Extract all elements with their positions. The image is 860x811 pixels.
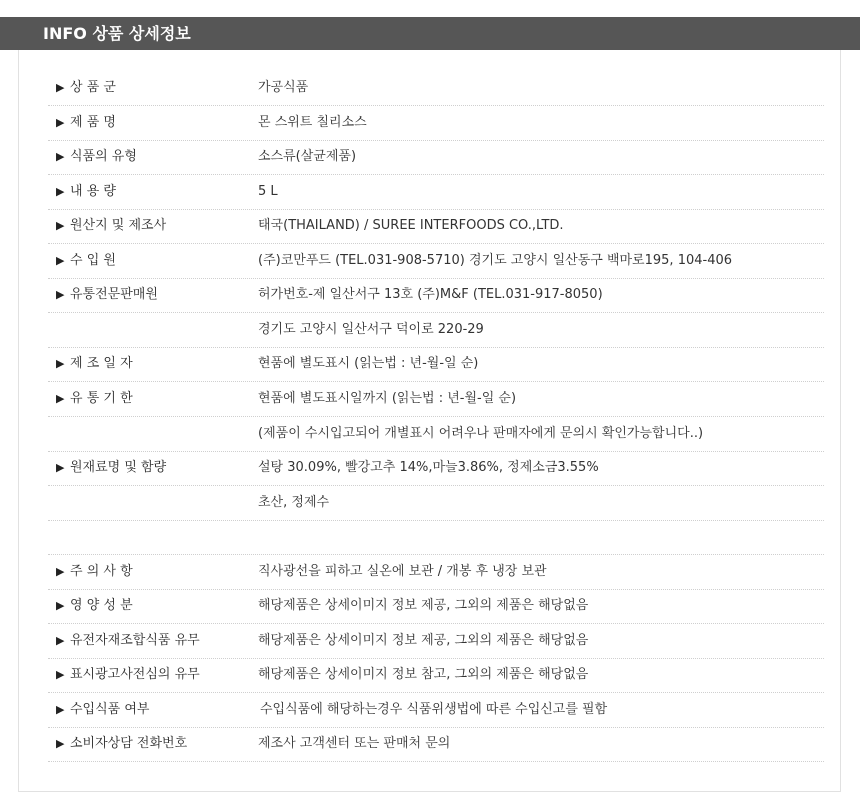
info-row-value: 직사광선을 피하고 실온에 보관 / 개봉 후 냉장 보관 (258, 564, 547, 579)
info-row (48, 382, 824, 416)
info-row (48, 209, 824, 243)
info-row-label (56, 140, 137, 174)
info-row-value: 해당제품은 상세이미지 정보 제공, 그외의 제품은 해당없음 (258, 633, 589, 648)
info-row-label-text: 식품의 유형 (70, 149, 137, 164)
info-row-label (56, 106, 116, 140)
info-row-label-text: 유통전문판매원 (70, 287, 158, 302)
info-row (48, 313, 824, 347)
info-row-label-text: 제 조 일 자 (70, 356, 133, 371)
info-row-value: 가공식품 (258, 80, 309, 95)
info-row-value: 설탕 30.09%, 빨강고추 14%,마늘3.86%, 정제소금3.55% (258, 460, 599, 475)
info-row (48, 244, 824, 278)
info-row (48, 417, 824, 451)
triangle-bullet-icon: ▶ (56, 185, 65, 198)
info-row (48, 520, 824, 554)
triangle-bullet-icon: ▶ (56, 392, 65, 405)
info-row-value: 제조사 고객센터 또는 판매처 문의 (258, 736, 451, 751)
info-row (48, 140, 824, 174)
info-row-label-text: 원재료명 및 함량 (70, 460, 167, 475)
info-row (48, 71, 824, 105)
info-row (48, 589, 824, 623)
info-row-label (56, 693, 149, 727)
info-row-label (56, 71, 116, 105)
info-row-value: 허가번호-제 일산서구 13호 (주)M&F (TEL.031-917-8050) (258, 287, 603, 302)
info-row-value: 경기도 고양시 일산서구 덕이로 220-29 (258, 322, 484, 337)
info-row-label (56, 727, 187, 761)
info-row (48, 106, 824, 140)
info-row-label-text: 원산지 및 제조사 (70, 218, 167, 233)
info-row (48, 347, 824, 381)
info-row (48, 727, 824, 761)
info-row-value: 현품에 별도표시 (읽는법 : 년-월-일 순) (258, 356, 479, 371)
info-row-value: 소스류(살균제품) (258, 149, 357, 164)
triangle-bullet-icon: ▶ (56, 703, 65, 716)
info-row-label-text: 제 품 명 (70, 115, 116, 130)
info-row-value: (제품이 수시입고되어 개별표시 어려우나 판매자에게 문의시 확인가능합니다..) (258, 426, 704, 441)
info-row-label-text: 내 용 량 (70, 184, 116, 199)
info-row-value: 태국(THAILAND) / SUREE INTERFOODS CO.,LTD. (258, 218, 564, 233)
info-row-label-text: 주 의 사 항 (70, 564, 133, 579)
info-row-label-text: 수입식품 여부 (70, 702, 150, 717)
info-row (48, 451, 824, 485)
info-row-label (56, 278, 158, 312)
info-row-value: 해당제품은 상세이미지 정보 제공, 그외의 제품은 해당없음 (258, 598, 589, 613)
triangle-bullet-icon: ▶ (56, 461, 65, 474)
info-row-value: 현품에 별도표시일까지 (읽는법 : 년-월-일 순) (258, 391, 517, 406)
triangle-bullet-icon: ▶ (56, 668, 65, 681)
info-row-value: (주)코만푸드 (TEL.031-908-5710) 경기도 고양시 일산동구 백마로195, 104-406 (258, 253, 733, 268)
info-row-label (56, 624, 200, 658)
triangle-bullet-icon: ▶ (56, 150, 65, 163)
info-row-label-text: 유 통 기 한 (70, 391, 133, 406)
triangle-bullet-icon: ▶ (56, 81, 65, 94)
info-row (48, 555, 824, 589)
info-row (48, 175, 824, 209)
triangle-bullet-icon: ▶ (56, 357, 65, 370)
info-row-value: 몬 스위트 칠리소스 (258, 115, 367, 130)
info-row (48, 624, 824, 658)
page-title: INFO 상품 상세정보 (43, 24, 191, 43)
info-row (48, 658, 824, 692)
info-row-label (56, 555, 133, 589)
triangle-bullet-icon: ▶ (56, 634, 65, 647)
info-row (48, 693, 824, 727)
info-row-label (56, 658, 200, 692)
info-row-label (56, 244, 116, 278)
info-row-label (56, 347, 133, 381)
info-row-label-text: 소비자상담 전화번호 (70, 736, 188, 751)
info-row (48, 278, 824, 312)
info-row-label (56, 451, 166, 485)
header-bar (0, 17, 860, 50)
triangle-bullet-icon: ▶ (56, 116, 65, 129)
info-row-label-text: 상 품 군 (70, 80, 116, 95)
triangle-bullet-icon: ▶ (56, 599, 65, 612)
triangle-bullet-icon: ▶ (56, 565, 65, 578)
info-row-label (56, 175, 116, 209)
info-row-value: 해당제품은 상세이미지 정보 참고, 그외의 제품은 해당없음 (258, 667, 589, 682)
info-row-value: 초산, 정제수 (258, 495, 330, 510)
info-row-label-text: 표시광고사전심의 유무 (70, 667, 200, 682)
info-row (48, 486, 824, 520)
triangle-bullet-icon: ▶ (56, 288, 65, 301)
triangle-bullet-icon: ▶ (56, 737, 65, 750)
info-row-label-text: 유전자재조합식품 유무 (70, 633, 200, 648)
info-row-label (56, 589, 133, 623)
info-row-label-text: 영 양 성 분 (70, 598, 133, 613)
info-row-label (56, 382, 133, 416)
triangle-bullet-icon: ▶ (56, 254, 65, 267)
info-row-value: 수입식품에 해당하는경우 식품위생법에 따른 수입신고를 필함 (260, 702, 608, 717)
info-row-label (56, 209, 166, 243)
row-divider (48, 761, 824, 762)
triangle-bullet-icon: ▶ (56, 219, 65, 232)
info-row-value: 5 L (258, 184, 278, 199)
info-row-label-text: 수 입 원 (70, 253, 116, 268)
